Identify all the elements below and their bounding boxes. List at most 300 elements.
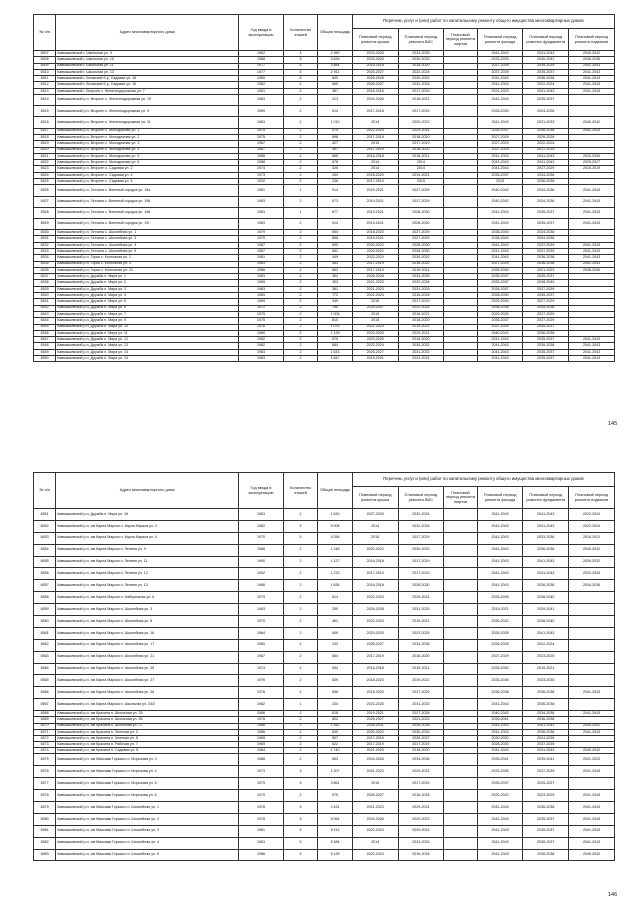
row-facade: 2041-2043 (477, 532, 523, 544)
row-vis: 2028-2030 (398, 207, 444, 218)
row-lifts (444, 207, 478, 218)
row-year: 1969 (239, 742, 284, 748)
row-roof: 2014 (352, 166, 398, 172)
row-area: 3 884 (318, 63, 353, 69)
row-basement (569, 604, 615, 616)
row-area: 772 (318, 293, 353, 299)
row-vis: 2018-2021 (398, 311, 444, 317)
row-num: 6535 (34, 261, 56, 267)
row-area: 640 (318, 729, 353, 735)
row-area: 353 (318, 280, 353, 286)
row-area: 409 (318, 627, 353, 639)
row-roof: 2016-2016 (352, 88, 398, 94)
row-roof: 2025-2027 (352, 69, 398, 75)
row-foundation: 2041-2043 (523, 153, 569, 159)
table-row (34, 556, 615, 568)
row-area: 5 256 (318, 532, 353, 544)
row-roof: 2021-2023 (352, 748, 398, 754)
row-lifts (444, 106, 478, 117)
row-roof: 2022-2024 (352, 592, 398, 604)
row-area: 678 (318, 160, 353, 166)
row-roof: 2017-2018 (352, 106, 398, 117)
row-floors: 2 (283, 748, 318, 754)
row-foundation: 2038-2040 (523, 616, 569, 628)
row-num: 6510 (34, 69, 56, 75)
row-floors: 2 (283, 160, 318, 166)
row-year: 1960 (239, 639, 284, 651)
row-area: 802 (318, 717, 353, 723)
row-address: Кавмышевский р-н, им Красина п. Школьная ул. 27 (56, 723, 239, 729)
row-lifts (444, 568, 478, 580)
row-num: 6539 (34, 286, 56, 292)
row-num: 6523 (34, 166, 56, 172)
row-foundation: 2021-2023 (523, 267, 569, 273)
row-facade: 2035-2037 (477, 274, 523, 280)
row-address: Кавмышевский р-н, Вторсен с. Молодежная ул. 1 (56, 128, 239, 134)
row-num: 6568 (34, 711, 56, 717)
row-vis: 2023-2025 (398, 627, 444, 639)
row-num: 6536 (34, 267, 56, 273)
table-row (34, 592, 615, 604)
row-floors: 1 (283, 185, 318, 196)
row-address: Кавмышевский р-н, Гатчина с. Военный городок ул. 19а (56, 185, 239, 196)
row-address: Кавмышевский р-н, Горки с. Колхозная ул. 3 (56, 261, 239, 267)
row-year: 1967 (239, 651, 284, 663)
row-vis: 2030-2032 (398, 255, 444, 261)
row-roof: 2023-2025 (352, 330, 398, 336)
row-foundation: 2041-2043 (523, 723, 569, 729)
row-foundation: 2035-2037 (523, 356, 569, 362)
row-num: 6574 (34, 748, 56, 754)
row-roof: 2020-2022 (352, 242, 398, 248)
row-floors: 2 (283, 299, 318, 305)
row-lifts (444, 196, 478, 207)
row-year: 1963 (239, 274, 284, 280)
row-area: 1 636 (318, 580, 353, 592)
row-address: Кавмышевский р-н, им Максима Горького п. Морозова ул. 6 (56, 790, 239, 802)
row-num: 6558 (34, 592, 56, 604)
row-year: 1974 (239, 663, 284, 675)
row-address: Кавмышевский р-н, Дружба п. Мира ул. 6 (56, 305, 239, 311)
row-basement (569, 616, 615, 628)
header-area: Общая площадь (318, 473, 353, 509)
row-address: Кавмышевский р-н, Дружба п. Мира ул. 5 (56, 299, 239, 305)
row-area: 5 064 (318, 813, 353, 825)
row-num: 6515 (34, 106, 56, 117)
row-vis: 2017-2019 (398, 299, 444, 305)
row-floors: 2 (283, 754, 318, 766)
row-roof: 2015 (352, 778, 398, 790)
row-vis: 2019-2021 (398, 267, 444, 273)
row-floors: 2 (283, 305, 318, 311)
row-roof: 2022-2024 (352, 293, 398, 299)
row-foundation: 2038-2040 (523, 280, 569, 286)
row-roof: 2024-2026 (352, 754, 398, 766)
row-foundation: 2023-2025 (523, 790, 569, 802)
row-address: Кавмышевский р-н, Вторсен с. Молодежная ул. 6 (56, 160, 239, 166)
row-floors: 1 (283, 207, 318, 218)
row-year: 1983 (239, 837, 284, 849)
row-foundation: 2034-2036 (523, 172, 569, 178)
row-basement: 2040-2042 (569, 544, 615, 556)
row-floors: 2 (283, 172, 318, 178)
row-num: 6566 (34, 687, 56, 699)
header-num: № п/п (34, 15, 56, 51)
header-basement: Плановый период ремонта подвалов (569, 29, 615, 51)
row-roof: 2021-2023 (352, 280, 398, 286)
row-vis: 2023-2025 (398, 837, 444, 849)
header-year: Год ввода в эксплуатацию (239, 473, 284, 509)
row-vis: 2027-2028 (398, 711, 444, 717)
row-area: 361 (318, 286, 353, 292)
row-address: Кавмышевский р-н, Вторсен с. Железнодорожная ул. 9 (56, 106, 239, 117)
row-vis: 2018-2020 (398, 147, 444, 153)
row-year: 1977 (239, 63, 284, 69)
row-area: 449 (318, 255, 353, 261)
row-floors: 5 (283, 837, 318, 849)
row-basement: 2032-2034 (569, 568, 615, 580)
row-floors: 2 (283, 337, 318, 343)
row-vis: 2018-2020 (398, 318, 444, 324)
row-area: 661 (318, 248, 353, 254)
row-facade: 2041-2043 (477, 729, 523, 735)
row-facade: 2041-2043 (477, 825, 523, 837)
row-roof: 2019-2021 (352, 236, 398, 242)
row-lifts (444, 544, 478, 556)
row-floors: 2 (283, 711, 318, 717)
row-address: Кавмышевский р-н, Дружба п. Мира ул. 16 (56, 509, 239, 521)
row-foundation: 2035-2037 (523, 218, 569, 229)
row-roof: 2017-2019 (352, 568, 398, 580)
row-address: Кавмышевский р-н, Гатчина с. Шоссейная ул. 1 (56, 230, 239, 236)
row-facade: 2040-2042 (477, 196, 523, 207)
row-foundation: 2040-2042 (523, 57, 569, 63)
row-foundation: 2019-2021 (523, 663, 569, 675)
row-foundation: 2023-2025 (523, 651, 569, 663)
row-basement: 2038-2040 (569, 267, 615, 273)
row-year: 1978 (239, 324, 284, 330)
row-floors: 2 (283, 663, 318, 675)
row-floors: 1 (283, 699, 318, 711)
row-roof: 2017-2019 (352, 742, 398, 748)
row-basement (569, 627, 615, 639)
row-foundation: 2036-2038 (523, 343, 569, 349)
row-floors: 2 (283, 179, 318, 185)
row-year: 1960 (239, 76, 284, 82)
row-basement: 2030-2032 (569, 556, 615, 568)
row-area: 896 (318, 134, 353, 140)
row-address: Кавмышевский р-н, Дружба п. Мира ул. 9 (56, 318, 239, 324)
row-num: 6533 (34, 248, 56, 254)
row-roof: 2015 (352, 311, 398, 317)
row-roof: 2018-2020 (352, 675, 398, 687)
row-roof: 2016-2018 (352, 580, 398, 592)
row-basement (569, 675, 615, 687)
row-address: Кавмышевский р-н, им Красина п. Садовая ул. 8 (56, 748, 239, 754)
table-row (34, 754, 615, 766)
row-facade: 2035-2037 (477, 280, 523, 286)
row-facade: 2041-2043 (477, 748, 523, 754)
row-vis: 2031-2033 (398, 349, 444, 355)
row-area: 590 (318, 242, 353, 248)
row-foundation: 2041-2043 (523, 556, 569, 568)
row-area: 3 826 (318, 57, 353, 63)
row-address: Кавмышевский р-н, им Максима Горького п. Морозова ул. 4 (56, 766, 239, 778)
row-foundation: 2031-2033 (523, 117, 569, 128)
row-floors: 2 (283, 742, 318, 748)
row-floors: 2 (283, 509, 318, 521)
row-area: 566 (318, 236, 353, 242)
row-num: 6514 (34, 95, 56, 106)
row-roof: 2024-2026 (352, 95, 398, 106)
row-vis: 2030-2032 (398, 544, 444, 556)
row-roof: 2015-2018 (352, 63, 398, 69)
row-area: 250 (318, 604, 353, 616)
row-floors: 2 (283, 141, 318, 147)
row-floors: 2 (283, 280, 318, 286)
row-num: 6524 (34, 172, 56, 178)
row-year: 1963 (239, 117, 284, 128)
row-area: 5 113 (318, 825, 353, 837)
row-year: 1979 (239, 236, 284, 242)
row-roof: 2021-2023 (352, 324, 398, 330)
row-num: 6573 (34, 742, 56, 748)
row-address: Кавмышевский р-н, Дружба п. Мира ул. 2 (56, 280, 239, 286)
row-area: 5 126 (318, 849, 353, 861)
row-address: Кавмышевский р-н, Вторсен с. Молодежная ул. 3 (56, 141, 239, 147)
row-area: 618 (318, 711, 353, 717)
row-basement: 2041-2043 (569, 687, 615, 699)
row-area: 760 (318, 305, 353, 311)
row-year: 1986 (239, 580, 284, 592)
row-floors: 5 (283, 520, 318, 532)
row-year: 1983 (239, 207, 284, 218)
row-facade: 2041-2043 (477, 343, 523, 349)
row-num: 6534 (34, 255, 56, 261)
row-basement (569, 95, 615, 106)
row-facade: 2035-2037 (477, 128, 523, 134)
row-address: Кавмышевский р-н, им Карла Маркса п. Шоссейная ул. 28 (56, 687, 239, 699)
row-year: 1983 (239, 509, 284, 521)
row-roof: 2018-2020 (352, 687, 398, 699)
row-roof: 2016-2018 (352, 663, 398, 675)
row-facade: 2041-2043 (477, 520, 523, 532)
row-basement: 2040-2042 (569, 117, 615, 128)
row-vis: 2017-2019 (398, 742, 444, 748)
row-year: 1970 (239, 616, 284, 628)
row-address: Кавмышевский р-н, Дружба п. Мира ул. 3 (56, 286, 239, 292)
row-year: 1975 (239, 318, 284, 324)
row-lifts (444, 675, 478, 687)
row-lifts (444, 639, 478, 651)
row-num: 6517 (34, 128, 56, 134)
row-facade: 2028-2030 (477, 106, 523, 117)
row-roof: 2024-2026 (352, 51, 398, 57)
row-year: 1967 (239, 141, 284, 147)
header-area: Общая площадь (318, 15, 353, 51)
row-address: Кавмышевский р-н, им Карла Маркса п. Шоссейная ул. 25 (56, 663, 239, 675)
row-foundation: 2036-2038 (523, 687, 569, 699)
row-lifts (444, 604, 478, 616)
row-num: 6552 (34, 520, 56, 532)
row-num: 6555 (34, 556, 56, 568)
row-year: 1986 (239, 849, 284, 861)
row-lifts (444, 813, 478, 825)
row-vis: 2014 (398, 166, 444, 172)
row-foundation: 2027-2029 (523, 299, 569, 305)
row-year: 1977 (239, 69, 284, 75)
row-foundation: 2037-2039 (523, 766, 569, 778)
row-num: 6508 (34, 57, 56, 63)
table-row (34, 639, 615, 651)
row-foundation: 2026-2028 (523, 134, 569, 140)
row-facade: 2039-2041 (477, 717, 523, 723)
row-basement: 2040-2042 (569, 723, 615, 729)
row-vis: 2017-2019 (398, 88, 444, 94)
row-basement: 2041-2043 (569, 825, 615, 837)
row-roof: 2024-2026 (352, 813, 398, 825)
row-floors: 5 (283, 825, 318, 837)
row-roof: 2018-2020 (352, 172, 398, 178)
row-address: Кавмышевский р-н, Дружба п. Мира ул. 4 (56, 293, 239, 299)
row-vis: 2029-2031 (398, 330, 444, 336)
row-facade: 2037-2039 (477, 69, 523, 75)
row-vis: 2017-2019 (398, 106, 444, 117)
row-num: 6529 (34, 218, 56, 229)
row-facade: 2041-2043 (477, 255, 523, 261)
row-lifts (444, 616, 478, 628)
row-vis: 2032-2034 (398, 82, 444, 88)
row-vis: 2029-2031 (398, 766, 444, 778)
row-year: 1981 (239, 185, 284, 196)
row-vis: 2017-2019 (398, 141, 444, 147)
row-basement: 2041-2043 (569, 802, 615, 814)
row-vis: 2028-2030 (398, 580, 444, 592)
row-facade: 2035-2037 (477, 778, 523, 790)
row-vis: 2021-2023 (398, 717, 444, 723)
row-floors: 2 (283, 651, 318, 663)
row-basement: 2041-2043 (569, 343, 615, 349)
row-num: 6520 (34, 147, 56, 153)
row-vis: 2014 (398, 160, 444, 166)
row-address: Кавмышевский р-н, Дружба п. Мира ул. 7 (56, 311, 239, 317)
row-facade: 2041-2043 (477, 51, 523, 57)
row-year: 1962 (239, 82, 284, 88)
row-vis: 2018-2020 (398, 748, 444, 754)
row-vis: 2027-2029 (398, 196, 444, 207)
row-area: 387 (318, 88, 353, 94)
row-facade: 2027-2029 (477, 147, 523, 153)
row-year: 1967 (239, 147, 284, 153)
row-facade: 2041-2043 (477, 556, 523, 568)
row-basement: 2041-2043 (569, 82, 615, 88)
row-year: 1969 (239, 299, 284, 305)
row-foundation: 2038-2040 (523, 592, 569, 604)
row-roof: 2015 (352, 318, 398, 324)
row-facade: 2030-2032 (477, 616, 523, 628)
row-year: 1988 (239, 754, 284, 766)
table-body (34, 51, 615, 362)
row-area: 427 (318, 141, 353, 147)
row-roof: 2016-2018 (352, 153, 398, 159)
row-area: 1 010 (318, 117, 353, 128)
row-vis: 2029-2031 (398, 802, 444, 814)
row-num: 6511 (34, 76, 56, 82)
row-year: 1983 (239, 218, 284, 229)
row-vis: 2027-2029 (398, 532, 444, 544)
row-vis: 2019-2021 (398, 172, 444, 178)
table-row (34, 568, 615, 580)
row-facade: 2041-2043 (477, 248, 523, 254)
row-vis: 2019-2021 (398, 324, 444, 330)
row-roof: 2019-2021 (352, 356, 398, 362)
row-floors: 2 (283, 729, 318, 735)
header-foundation: Плановый период ремонта фундамента (523, 487, 569, 509)
row-year: 1968 (239, 153, 284, 159)
row-vis: 2030-2032 (398, 57, 444, 63)
row-address: Кавмышевский р-н, им Карла Маркса п. Шоссейная ул. 16 (56, 627, 239, 639)
row-address: Кавмышевский р-н, Вторсен с. Садовая ул. 5 (56, 179, 239, 185)
row-facade: 2028-2030 (477, 267, 523, 273)
table-row (34, 699, 615, 711)
row-lifts (444, 849, 478, 861)
row-basement: 2041-2043 (569, 207, 615, 218)
row-floors: 2 (283, 639, 318, 651)
row-num: 6577 (34, 778, 56, 790)
row-year: 1981 (239, 255, 284, 261)
row-facade: 2039-2041 (477, 754, 523, 766)
row-area: 1 233 (318, 568, 353, 580)
row-floors: 5 (283, 532, 318, 544)
header-basement: Плановый период ремонта подвалов (569, 487, 615, 509)
row-area: 663 (318, 267, 353, 273)
row-address: Кавмышевский р-н, Гатчина с. Военный городок ул. 19в (56, 207, 239, 218)
row-area: 840 (318, 76, 353, 82)
row-area: 3 861 (318, 778, 353, 790)
row-vis: 2018-2020 (398, 261, 444, 267)
row-vis: 2027-2029 (398, 687, 444, 699)
row-foundation: 2034-2036 (523, 185, 569, 196)
row-year: 1983 (239, 349, 284, 355)
row-year: 1976 (239, 675, 284, 687)
row-year: 1982 (239, 520, 284, 532)
row-roof: 2022-2024 (352, 849, 398, 861)
row-foundation: 2037-2039 (523, 742, 569, 748)
row-foundation: 2036-2038 (523, 849, 569, 861)
row-lifts (444, 509, 478, 521)
row-facade: 2037-2039 (477, 324, 523, 330)
row-area: 614 (318, 592, 353, 604)
row-area: 1 127 (318, 556, 353, 568)
row-address: Кавмышевский р-н, Дружба п. Мира ул. 10 (56, 324, 239, 330)
row-num: 6563 (34, 651, 56, 663)
row-lifts (444, 687, 478, 699)
row-vis: 2018-2020 (398, 651, 444, 663)
row-year: 1975 (239, 134, 284, 140)
row-roof: 2016-2018 (352, 556, 398, 568)
row-year: 1986 (239, 723, 284, 729)
row-num: 6540 (34, 293, 56, 299)
row-facade: 2041-2043 (477, 349, 523, 355)
row-address: Кавмышевский р-н, им Максима Горького п. Шоссейная ул. 6 (56, 849, 239, 861)
row-facade: 2028-2030 (477, 742, 523, 748)
row-floors: 2 (283, 349, 318, 355)
row-area: 554 (318, 230, 353, 236)
table-row (34, 207, 615, 218)
row-foundation: 2035-2037 (523, 324, 569, 330)
row-num: 6553 (34, 532, 56, 544)
table-page-146 (33, 472, 615, 861)
